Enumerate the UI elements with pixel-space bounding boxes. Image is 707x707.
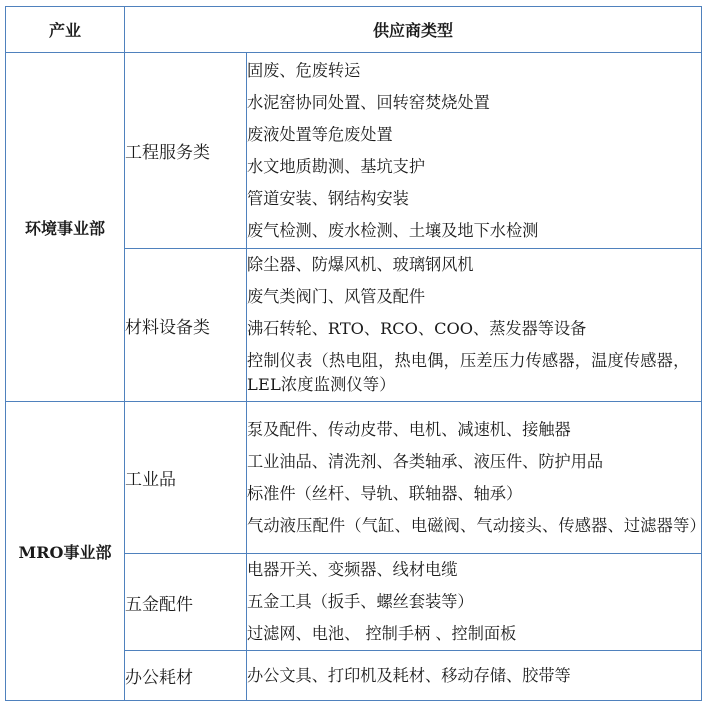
table-row [6,402,702,554]
list-item: 标准件（丝杆、导轨、联轴器、轴承） [247,483,523,503]
supplier-list [247,402,706,554]
category-cell: 工程服务类 [125,53,247,249]
category-cell: 办公耗材 [125,651,247,701]
supplier-list [247,651,702,701]
list-item: 固废、危废转运 [247,60,361,80]
list-item: 工业油品、清洗剂、各类轴承、液压件、防护用品 [247,451,604,471]
list-item: 除尘器、防爆风机、玻璃钢风机 [247,255,474,274]
supplier-table [5,6,706,701]
list-item: 沸石转轮、RTO、RCO、COO、蒸发器等设备 [247,319,587,338]
header-industry: 产业 [6,7,125,53]
list-item: 泵及配件、传动皮带、电机、减速机、接触器 [247,419,571,439]
supplier-list [247,249,702,402]
table-row [6,53,702,249]
list-item: 五金工具（扳手、螺丝套装等） [247,592,474,611]
list-item: 电器开关、变频器、线材电缆 [247,560,458,579]
category-cell: 工业品 [125,402,247,554]
list-item: 水文地质勘测、基坑支护 [247,156,426,176]
list-item: 控制仪表（热电阻，热电偶，压差压力传感器，温度传感器，LEL浓度监测仪等） [247,351,690,394]
category-cell: 五金配件 [125,554,247,651]
list-item: 气动液压配件（气缸、电磁阀、气动接头、传感器、过滤器等） [247,515,706,535]
industry-cell: 环境事业部 [6,53,125,402]
list-item: 废气类阀门、风管及配件 [247,287,426,306]
list-item: 过滤网、电池、 控制手柄 、控制面板 [247,624,517,643]
supplier-list [247,554,702,651]
list-item: 废液处置等危废处置 [247,124,393,144]
list-item: 办公文具、打印机及耗材、移动存储、胶带等 [247,665,571,685]
list-item: 水泥窑协同处置、回转窑焚烧处置 [247,92,490,112]
header-supplier-type: 供应商类型 [125,7,702,53]
industry-cell: MRO事业部 [6,402,125,701]
list-item: 管道安装、钢结构安装 [247,188,409,208]
supplier-list [247,53,702,249]
category-cell: 材料设备类 [125,249,247,402]
header-row [6,7,702,53]
list-item: 废气检测、废水检测、土壤及地下水检测 [247,220,539,240]
